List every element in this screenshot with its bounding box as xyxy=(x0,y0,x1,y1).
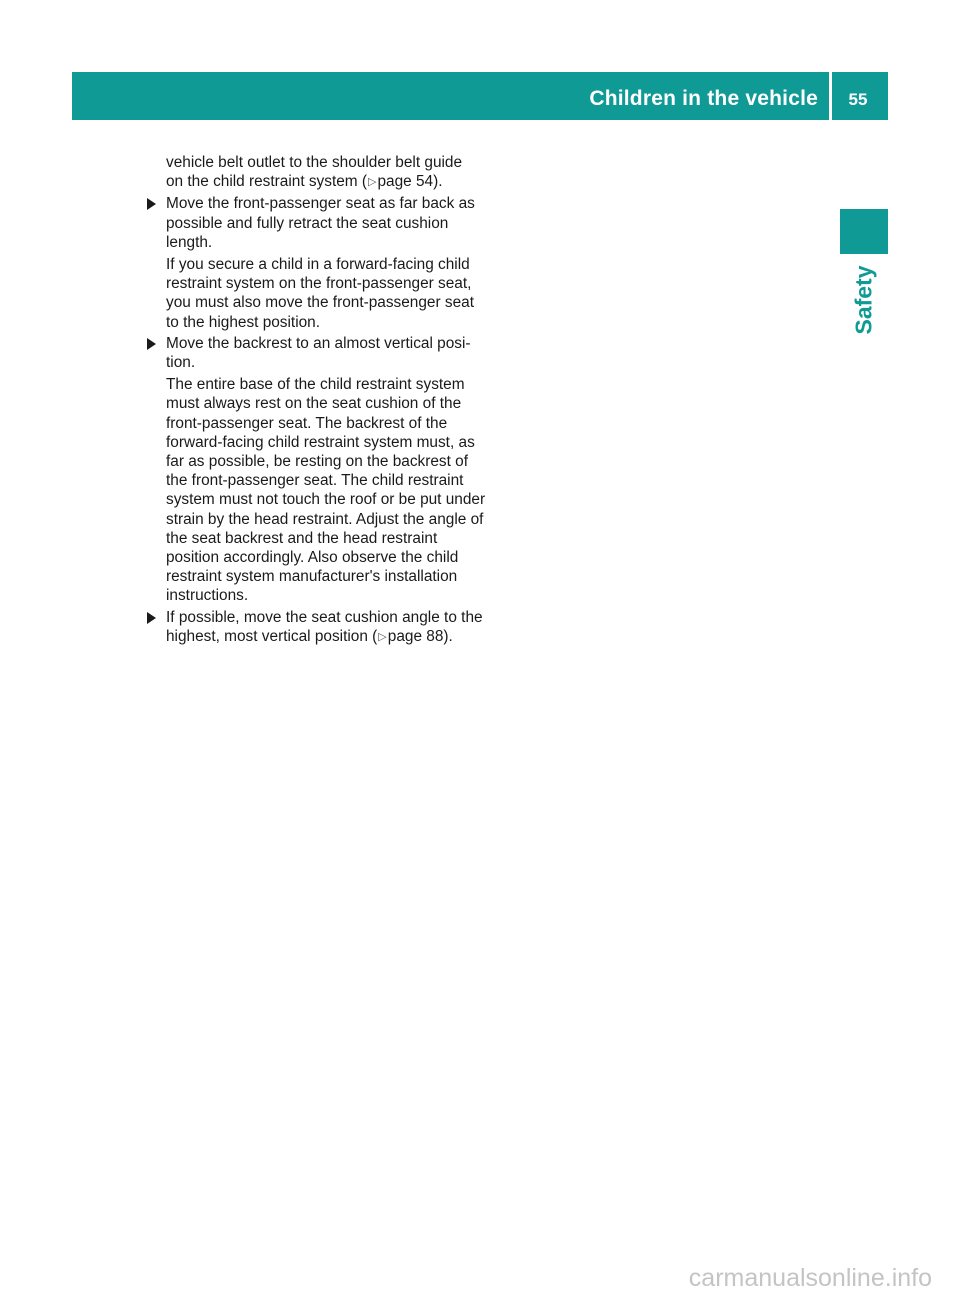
action-arrow-icon xyxy=(147,338,156,350)
step-1-note: If you secure a child in a forward-facing child restraint system on the front-passenger seat, you must also move the front-passenger seat to the highest position. xyxy=(166,256,474,331)
step-3-text-before: If possible, move the seat cushion angle to the highest, most vertical position ( xyxy=(166,608,483,645)
page-reference-54[interactable]: page 54 xyxy=(377,173,434,191)
action-arrow-icon xyxy=(147,612,156,624)
step-item xyxy=(145,194,490,252)
continuation-line-1: vehicle belt outlet to the shoulder belt guide xyxy=(166,154,463,171)
step-item xyxy=(145,334,490,372)
step-2-note: The entire base of the child restraint system must always rest on the seat cushion of the front-passenger seat. The backrest of the forward-facing child restraint system must, as far as possible, be resting on the backrest of the front-passenger seat. The child restraint system must not touch the roof or be put under strain by the head restraint. Adjust the angle of the seat backrest and the head restraint position accordingly. Also observe the child restraint system manufacturer's installation instructions. xyxy=(166,376,486,605)
page-reference-88[interactable]: page 88 xyxy=(387,627,444,645)
step-3-text-after: ). xyxy=(443,627,453,645)
triangle-right-icon: ▷ xyxy=(368,176,377,189)
section-marker xyxy=(840,209,888,254)
header-divider xyxy=(829,72,832,120)
page-title: Children in the vehicle xyxy=(589,87,818,110)
watermark: carmanualsonline.info xyxy=(688,1264,932,1292)
header-bar xyxy=(72,72,888,120)
body-text xyxy=(145,153,490,647)
step-item xyxy=(145,608,490,647)
step-2-text: Move the backrest to an almost vertical posi-tion. xyxy=(166,334,471,372)
section-label: Safety xyxy=(850,265,877,335)
continuation-paragraph xyxy=(145,153,490,192)
continuation-line-2-before: on the child restraint system ( xyxy=(166,173,368,191)
continuation-line-2-after: ). xyxy=(433,173,443,191)
page-number: 55 xyxy=(848,90,868,109)
action-arrow-icon xyxy=(147,198,156,210)
triangle-right-icon: ▷ xyxy=(378,630,387,643)
step-1-text: Move the front-passenger seat as far back as possible and fully retract the seat cushion length. xyxy=(166,195,475,251)
